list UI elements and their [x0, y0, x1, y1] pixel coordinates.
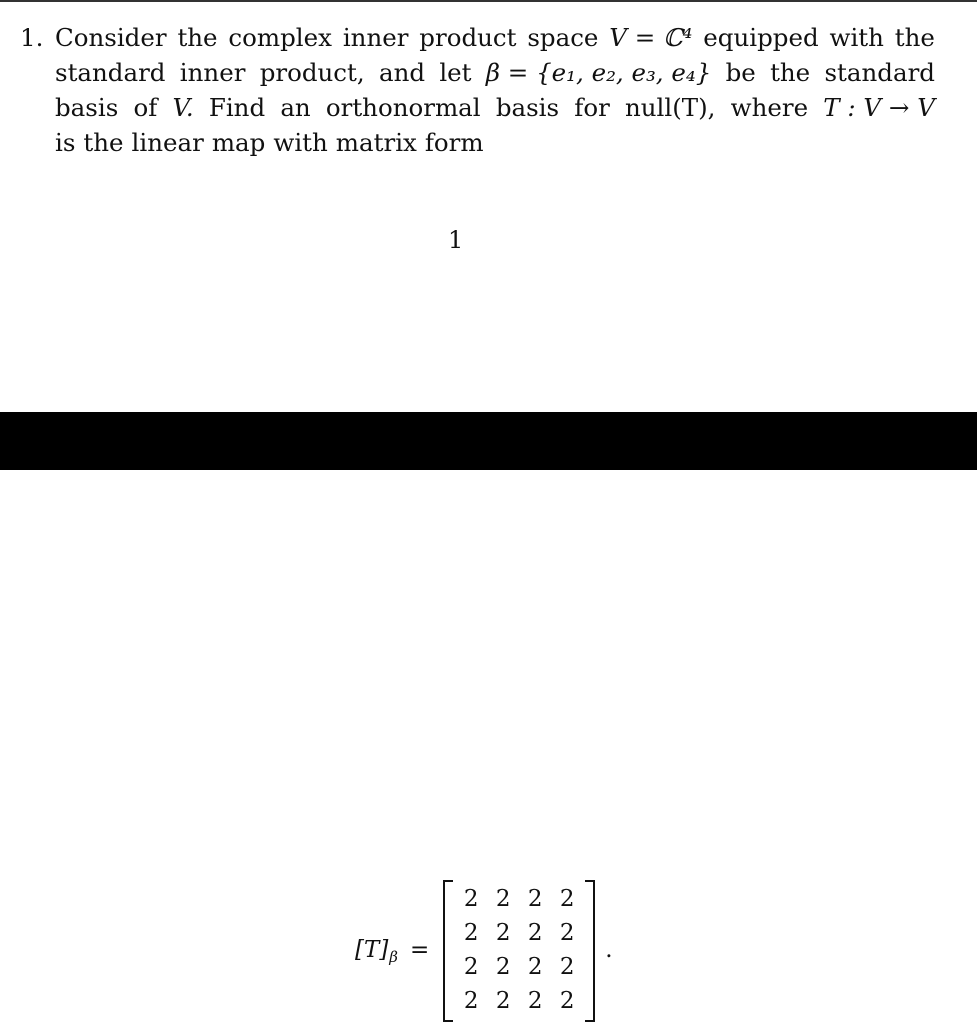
redaction-band — [0, 412, 977, 470]
matrix-equation — [355, 878, 613, 1022]
problem-word: space — [527, 23, 599, 52]
top-rule — [0, 0, 977, 2]
problem-number: 1. — [20, 23, 44, 52]
problem-word: Find — [208, 93, 266, 122]
problem-word: β = {e₁, e₂, e₃, e₄} — [485, 58, 712, 87]
problem-word: V = ℂ⁴ — [609, 23, 693, 52]
problem-word: with — [829, 23, 884, 52]
matrix-entry: 2 — [463, 886, 479, 912]
problem-line — [55, 90, 935, 125]
matrix-entry: 2 — [463, 988, 479, 1014]
problem-word: complex — [228, 23, 332, 52]
problem-word: standard — [824, 58, 935, 87]
matrix-entry: 2 — [527, 954, 543, 980]
right-bracket — [585, 880, 595, 1022]
problem-word: V. — [172, 93, 194, 122]
problem-word: map — [211, 128, 266, 157]
problem-word: for — [574, 93, 610, 122]
problem-word: an — [280, 93, 311, 122]
problem-word: where — [730, 93, 809, 122]
problem-word: and — [378, 58, 426, 87]
matrix-entry: 2 — [527, 988, 543, 1014]
problem-word: basis — [55, 93, 119, 122]
matrix — [443, 878, 595, 1022]
problem-word: the — [770, 58, 811, 87]
problem-word: is — [55, 128, 76, 157]
equals-sign: = — [409, 937, 430, 963]
matrix-symbol: [T] — [355, 937, 389, 963]
problem-word: the — [894, 23, 935, 52]
basis-subscript: β — [389, 948, 398, 966]
problem-line — [55, 20, 935, 55]
problem-word: T : V → V — [823, 93, 935, 122]
problem-word: be — [725, 58, 756, 87]
matrix-entry: 2 — [559, 886, 575, 912]
matrix-entry: 2 — [495, 920, 511, 946]
problem-text — [55, 20, 935, 160]
matrix-entry: 2 — [559, 954, 575, 980]
equation-period: . — [605, 937, 613, 963]
problem-word: null(T), — [624, 93, 716, 122]
matrix-entry: 2 — [495, 988, 511, 1014]
problem-word: product, — [259, 58, 365, 87]
problem-word: of — [133, 93, 158, 122]
matrix-entries — [455, 882, 583, 1018]
problem-word: linear — [131, 128, 204, 157]
problem-word: product — [419, 23, 517, 52]
problem-word: with — [273, 128, 328, 157]
problem-word: the — [177, 23, 218, 52]
matrix-entry: 2 — [463, 954, 479, 980]
matrix-entry: 2 — [527, 920, 543, 946]
page-number: 1 — [448, 226, 464, 254]
left-bracket — [443, 880, 453, 1022]
problem-word: let — [439, 58, 472, 87]
problem-word: orthonormal — [325, 93, 481, 122]
problem-word: basis — [495, 93, 560, 122]
problem-word: inner — [179, 58, 246, 87]
matrix-entry: 2 — [495, 954, 511, 980]
matrix-entry: 2 — [559, 988, 575, 1014]
problem-line — [55, 55, 935, 90]
problem-word: Consider — [55, 23, 167, 52]
problem-statement — [20, 20, 935, 160]
problem-word: inner — [342, 23, 409, 52]
problem-word: equipped — [703, 23, 819, 52]
matrix-entry: 2 — [463, 920, 479, 946]
matrix-entry: 2 — [559, 920, 575, 946]
problem-word: the — [83, 128, 124, 157]
problem-word: matrix — [335, 128, 417, 157]
problem-word: form — [424, 128, 484, 157]
matrix-entry: 2 — [527, 886, 543, 912]
equation-lhs — [355, 937, 430, 966]
matrix-entry: 2 — [495, 886, 511, 912]
problem-line — [55, 125, 935, 160]
problem-word: standard — [55, 58, 166, 87]
